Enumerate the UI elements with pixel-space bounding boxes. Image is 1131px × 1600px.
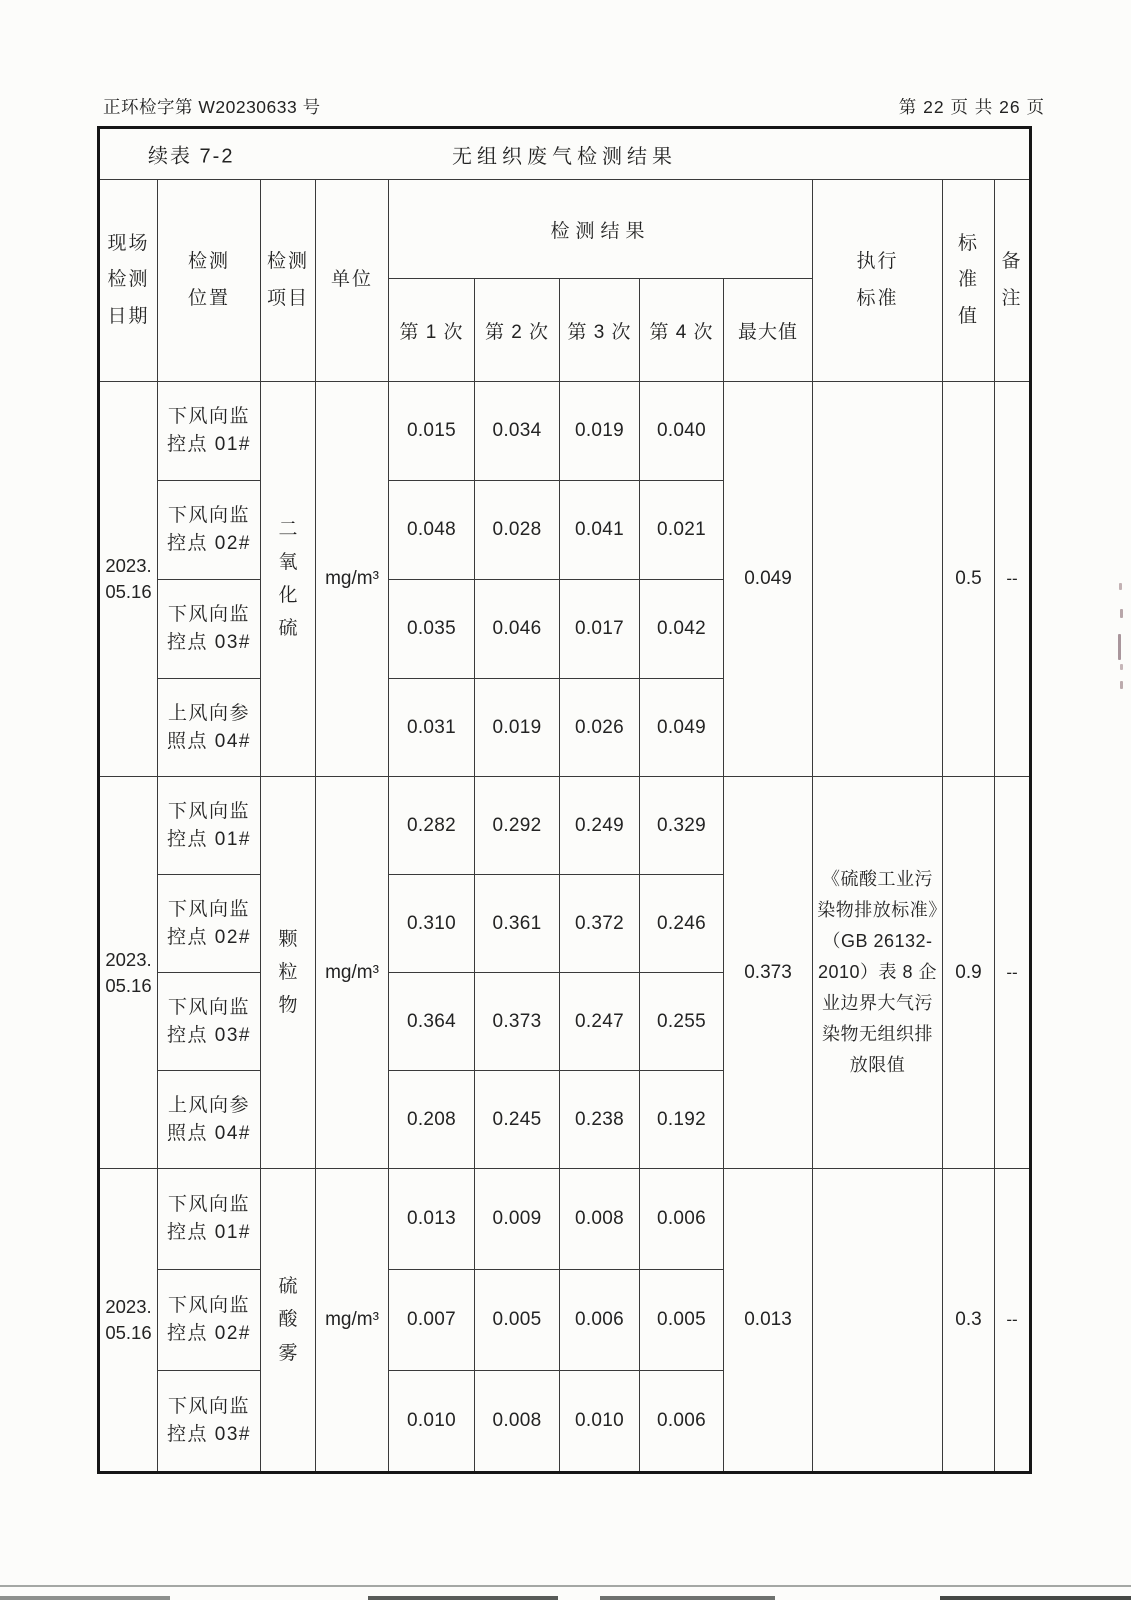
- value-cell: 0.282: [389, 777, 475, 875]
- value-cell: 0.373: [475, 973, 560, 1071]
- standard-cell: 《硫酸工业污染物排放标准》（GB 26132-2010）表 8 企业边界大气污染物无组织排放限值: [813, 777, 943, 1169]
- value-cell: 0.006: [640, 1371, 724, 1473]
- item-cell: 二氧化硫: [261, 382, 316, 777]
- standard-value-cell: 0.3: [943, 1169, 995, 1473]
- value-cell: 0.255: [640, 973, 724, 1071]
- location-cell: 上风向参照点 04#: [158, 1071, 261, 1169]
- value-cell: 0.028: [475, 481, 560, 580]
- value-cell: 0.361: [475, 875, 560, 973]
- location-cell: 下风向监控点 02#: [158, 481, 261, 580]
- item-cell: 硫酸雾: [261, 1169, 316, 1473]
- value-cell: 0.017: [560, 580, 640, 679]
- location-cell: 上风向参照点 04#: [158, 679, 261, 777]
- scan-edge-segment: [600, 1596, 775, 1600]
- max-value-cell: 0.013: [724, 1169, 813, 1473]
- value-cell: 0.249: [560, 777, 640, 875]
- value-cell: 0.192: [640, 1071, 724, 1169]
- table-title-prefix: 续表 7-2: [148, 145, 235, 168]
- location-cell: 下风向监控点 02#: [158, 1270, 261, 1371]
- value-cell: 0.019: [475, 679, 560, 777]
- remark-cell: --: [995, 382, 1031, 777]
- page-indicator: 第 22 页 共 26 页: [898, 97, 1045, 117]
- max-value-cell: 0.049: [724, 382, 813, 777]
- unit-cell: mg/m³: [316, 777, 389, 1169]
- value-cell: 0.042: [640, 580, 724, 679]
- value-cell: 0.245: [475, 1071, 560, 1169]
- standard-cell: [813, 1169, 943, 1473]
- value-cell: 0.329: [640, 777, 724, 875]
- col-header-standard-value: 标准值: [943, 180, 995, 382]
- value-cell: 0.005: [475, 1270, 560, 1371]
- value-cell: 0.364: [389, 973, 475, 1071]
- location-cell: 下风向监控点 02#: [158, 875, 261, 973]
- document-number: 正环检字第 W20230633 号: [103, 97, 321, 117]
- scan-edge-segment: [368, 1596, 558, 1600]
- scan-edge-line: [0, 1585, 1131, 1587]
- value-cell: 0.034: [475, 382, 560, 481]
- col-header-location: 检测位置: [158, 180, 261, 382]
- scan-mark: [1120, 609, 1123, 618]
- max-value-cell: 0.373: [724, 777, 813, 1169]
- scan-mark: [1118, 634, 1121, 660]
- table-row: [99, 1169, 1031, 1270]
- col-header-run4: 第 4 次: [640, 279, 724, 382]
- table-title-row: [99, 128, 1031, 180]
- col-header-run3: 第 3 次: [560, 279, 640, 382]
- table-title-cell: [99, 128, 1031, 180]
- value-cell: 0.013: [389, 1169, 475, 1270]
- value-cell: 0.010: [560, 1371, 640, 1473]
- value-cell: 0.009: [475, 1169, 560, 1270]
- location-cell: 下风向监控点 03#: [158, 580, 261, 679]
- value-cell: 0.208: [389, 1071, 475, 1169]
- col-header-standard: 执行标准: [813, 180, 943, 382]
- value-cell: 0.247: [560, 973, 640, 1071]
- value-cell: 0.310: [389, 875, 475, 973]
- col-header-item: 检测项目: [261, 180, 316, 382]
- value-cell: 0.040: [640, 382, 724, 481]
- table-row: [99, 777, 1031, 875]
- value-cell: 0.031: [389, 679, 475, 777]
- scan-edge-segment: [0, 1596, 170, 1600]
- col-header-remark: 备注: [995, 180, 1031, 382]
- table-title: 无组织废气检测结果: [452, 145, 677, 168]
- value-cell: 0.008: [560, 1169, 640, 1270]
- col-header-results-group: 检测结果: [389, 180, 813, 279]
- value-cell: 0.010: [389, 1371, 475, 1473]
- value-cell: 0.015: [389, 382, 475, 481]
- value-cell: 0.246: [640, 875, 724, 973]
- value-cell: 0.292: [475, 777, 560, 875]
- remark-cell: --: [995, 777, 1031, 1169]
- value-cell: 0.238: [560, 1071, 640, 1169]
- scan-mark: [1120, 664, 1123, 670]
- unit-cell: mg/m³: [316, 1169, 389, 1473]
- col-header-unit: 单位: [316, 180, 389, 382]
- value-cell: 0.046: [475, 580, 560, 679]
- value-cell: 0.019: [560, 382, 640, 481]
- scan-mark: [1120, 681, 1123, 689]
- date-cell: 2023. 05.16: [99, 777, 158, 1169]
- col-header-date: 现场检测日期: [99, 180, 158, 382]
- header-row-1: [99, 180, 1031, 279]
- date-cell: 2023. 05.16: [99, 1169, 158, 1473]
- value-cell: 0.005: [640, 1270, 724, 1371]
- location-cell: 下风向监控点 01#: [158, 777, 261, 875]
- col-header-max: 最大值: [724, 279, 813, 382]
- value-cell: 0.006: [560, 1270, 640, 1371]
- value-cell: 0.035: [389, 580, 475, 679]
- col-header-run2: 第 2 次: [475, 279, 560, 382]
- remark-cell: --: [995, 1169, 1031, 1473]
- location-cell: 下风向监控点 01#: [158, 1169, 261, 1270]
- value-cell: 0.021: [640, 481, 724, 580]
- standard-cell: [813, 382, 943, 777]
- item-cell: 颗粒物: [261, 777, 316, 1169]
- location-cell: 下风向监控点 03#: [158, 973, 261, 1071]
- value-cell: 0.006: [640, 1169, 724, 1270]
- standard-value-cell: 0.5: [943, 382, 995, 777]
- value-cell: 0.372: [560, 875, 640, 973]
- location-cell: 下风向监控点 01#: [158, 382, 261, 481]
- value-cell: 0.007: [389, 1270, 475, 1371]
- scan-edge-segment: [940, 1596, 1131, 1600]
- results-table: [97, 126, 1032, 1474]
- table-row: [99, 382, 1031, 481]
- location-cell: 下风向监控点 03#: [158, 1371, 261, 1473]
- value-cell: 0.048: [389, 481, 475, 580]
- scan-mark: [1119, 583, 1122, 590]
- unit-cell: mg/m³: [316, 382, 389, 777]
- value-cell: 0.026: [560, 679, 640, 777]
- value-cell: 0.049: [640, 679, 724, 777]
- date-cell: 2023. 05.16: [99, 382, 158, 777]
- standard-value-cell: 0.9: [943, 777, 995, 1169]
- value-cell: 0.041: [560, 481, 640, 580]
- col-header-run1: 第 1 次: [389, 279, 475, 382]
- value-cell: 0.008: [475, 1371, 560, 1473]
